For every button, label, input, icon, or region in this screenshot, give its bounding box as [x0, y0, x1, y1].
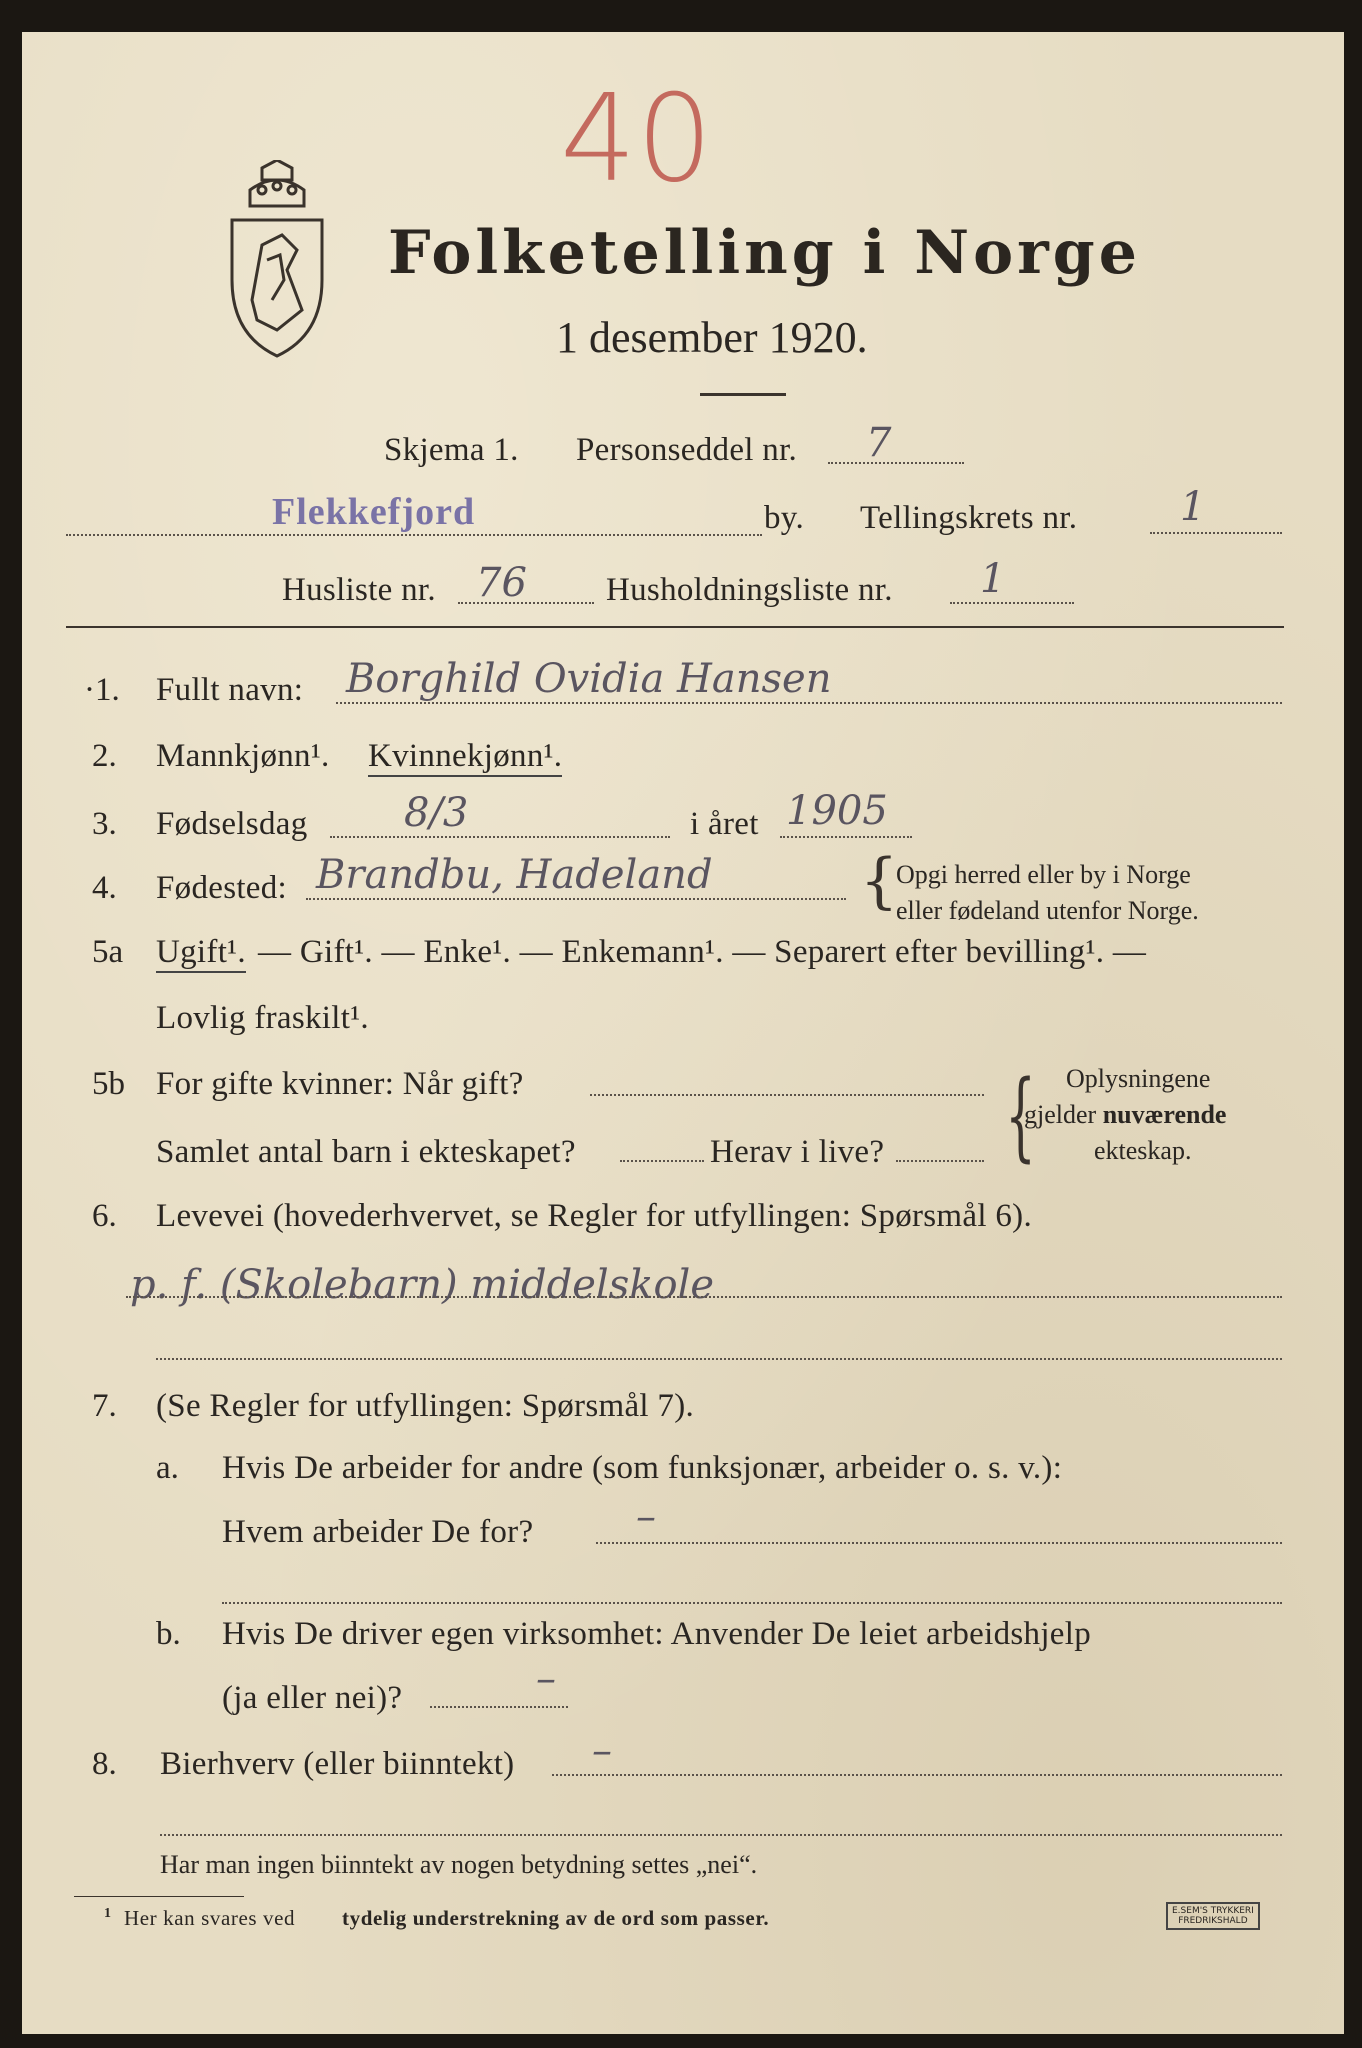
- q7b-letter: b.: [156, 1616, 181, 1652]
- q4-note-line2: eller fødeland utenfor Norge.: [896, 896, 1199, 925]
- q6-line1: [126, 1296, 1282, 1298]
- q8-extra-line: [160, 1834, 1282, 1836]
- q3-year-line: [780, 836, 912, 838]
- q7a-employer-line: [596, 1542, 1282, 1544]
- coat-of-arms-icon: [222, 160, 332, 360]
- birth-year-value: 1905: [786, 788, 888, 834]
- city-line: [66, 534, 762, 536]
- husliste-value: 76: [476, 560, 527, 606]
- husliste-label: Husliste nr.: [282, 572, 436, 608]
- husholdning-line: [950, 602, 1074, 604]
- footnote-rule: [74, 1896, 244, 1897]
- personseddel-label: Personseddel nr.: [576, 432, 798, 468]
- personseddel-line: [828, 462, 964, 464]
- q7a-letter: a.: [156, 1450, 179, 1486]
- hired-help-value: –: [536, 1656, 556, 1702]
- tellingskrets-label: Tellingskrets nr.: [860, 500, 1078, 536]
- footnote-mark: 1: [104, 1906, 112, 1921]
- header-rule: [66, 626, 1284, 628]
- q6-line2: [156, 1358, 1282, 1360]
- q6-number: 6.: [92, 1198, 117, 1234]
- q6-label: Levevei (hovederhvervet, se Regler for utfyllingen: Spørsmål 6).: [156, 1198, 1033, 1234]
- by-label: by.: [764, 500, 805, 536]
- q7b-line1: Hvis De driver egen virksomhet: Anvender De leiet arbeidshjelp: [222, 1616, 1092, 1652]
- full-name-value: Borghild Ovidia Hansen: [346, 656, 832, 702]
- q7-number: 7.: [92, 1388, 117, 1424]
- q8-label: Bierhverv (eller biinntekt): [160, 1746, 515, 1782]
- q1-label: Fullt navn:: [156, 672, 304, 708]
- red-page-number: 40: [560, 70, 713, 209]
- schema-label: Skjema 1.: [384, 432, 519, 468]
- q3-day-line: [330, 836, 670, 838]
- q8-number: 8.: [92, 1746, 117, 1782]
- q2-male: Mannkjønn¹.: [156, 738, 330, 774]
- q5b-alive-line: [896, 1160, 984, 1162]
- q5b-brace: {: [1005, 1060, 1036, 1172]
- side-income-value: –: [592, 1728, 612, 1774]
- footnote-text-a: Her kan svares ved: [124, 1906, 296, 1930]
- q5b-note-line3: ekteskap.: [1094, 1136, 1192, 1165]
- q5a-line2: Lovlig fraskilt¹.: [156, 1000, 369, 1036]
- q5a-options: — Gift¹. — Enke¹. — Enkemann¹. — Separert efter bevilling¹. —: [258, 934, 1147, 970]
- q7b-line: [430, 1706, 568, 1708]
- footnote-text-b: tydelig understrekning av de ord som passer.: [342, 1906, 770, 1930]
- footer-note: Har man ingen biinntekt av nogen betydning settes „nei“.: [160, 1850, 758, 1879]
- q7-label: (Se Regler for utfyllingen: Spørsmål 7).: [156, 1388, 695, 1424]
- q1-line: [336, 702, 1282, 704]
- q7a-line2: Hvem arbeider De for?: [222, 1514, 534, 1550]
- q5b-line1: For gifte kvinner: Når gift?: [156, 1066, 524, 1102]
- husholdning-value: 1: [980, 556, 1006, 602]
- q4-label: Fødested:: [156, 870, 288, 906]
- census-date: 1 desember 1920.: [556, 313, 868, 362]
- q5b-children-label: Samlet antal barn i ekteskapet?: [156, 1134, 576, 1170]
- birth-day-value: 8/3: [404, 790, 469, 836]
- title-divider: [700, 393, 786, 396]
- husholdning-label: Husholdningsliste nr.: [606, 572, 893, 608]
- q5b-note-line1: Oplysningene: [1066, 1064, 1211, 1093]
- personseddel-value: 7: [866, 420, 892, 466]
- q4-note-line1: Opgi herred eller by i Norge: [896, 860, 1191, 889]
- q5b-note-line2: [1024, 1100, 1226, 1130]
- q5b-note-gjelder: gjelder: [1024, 1100, 1097, 1129]
- q3-label: Fødselsdag: [156, 806, 308, 842]
- q5b-note-current: nuværende: [1102, 1100, 1227, 1129]
- q5b-number: 5b: [92, 1066, 125, 1102]
- q3-number: 3.: [92, 806, 117, 842]
- printer-line1: E.SEM'S TRYKKERI: [1172, 1906, 1254, 1916]
- q1-number: ·1.: [84, 672, 120, 708]
- printer-line2: FREDRIKSHALD: [1178, 1916, 1248, 1926]
- q5a-ugift-underlined: Ugift¹.: [156, 934, 246, 973]
- q7a-extra-line: [222, 1602, 1282, 1604]
- q4-line: [306, 898, 846, 900]
- q7a-line1: Hvis De arbeider for andre (som funksjonær, arbeider o. s. v.):: [222, 1450, 1063, 1486]
- q8-line: [552, 1774, 1282, 1776]
- form-title: Folketelling i Norge: [388, 218, 1141, 288]
- q5b-married-line: [590, 1094, 984, 1096]
- q4-brace: {: [860, 846, 899, 916]
- printer-mark: [1166, 1902, 1260, 1930]
- q2-number: 2.: [92, 738, 117, 774]
- birthplace-value: Brandbu, Hadeland: [316, 852, 713, 898]
- q7b-line2: (ja eller nei)?: [222, 1680, 403, 1716]
- city-stamp: Flekkefjord: [272, 491, 476, 533]
- q2-female-underlined: Kvinnekjønn¹.: [368, 738, 562, 777]
- tellingskrets-value: 1: [1180, 484, 1206, 530]
- q4-number: 4.: [92, 870, 117, 906]
- occupation-value: p. f. (Skolebarn) middelskole: [130, 1262, 715, 1308]
- q3-year-label: i året: [690, 806, 759, 842]
- q5a-number: 5a: [92, 934, 124, 970]
- q5b-children-line: [620, 1160, 704, 1162]
- tellingskrets-line: [1150, 532, 1282, 534]
- employer-value: –: [636, 1494, 656, 1540]
- q5b-alive-label: Herav i live?: [710, 1134, 885, 1170]
